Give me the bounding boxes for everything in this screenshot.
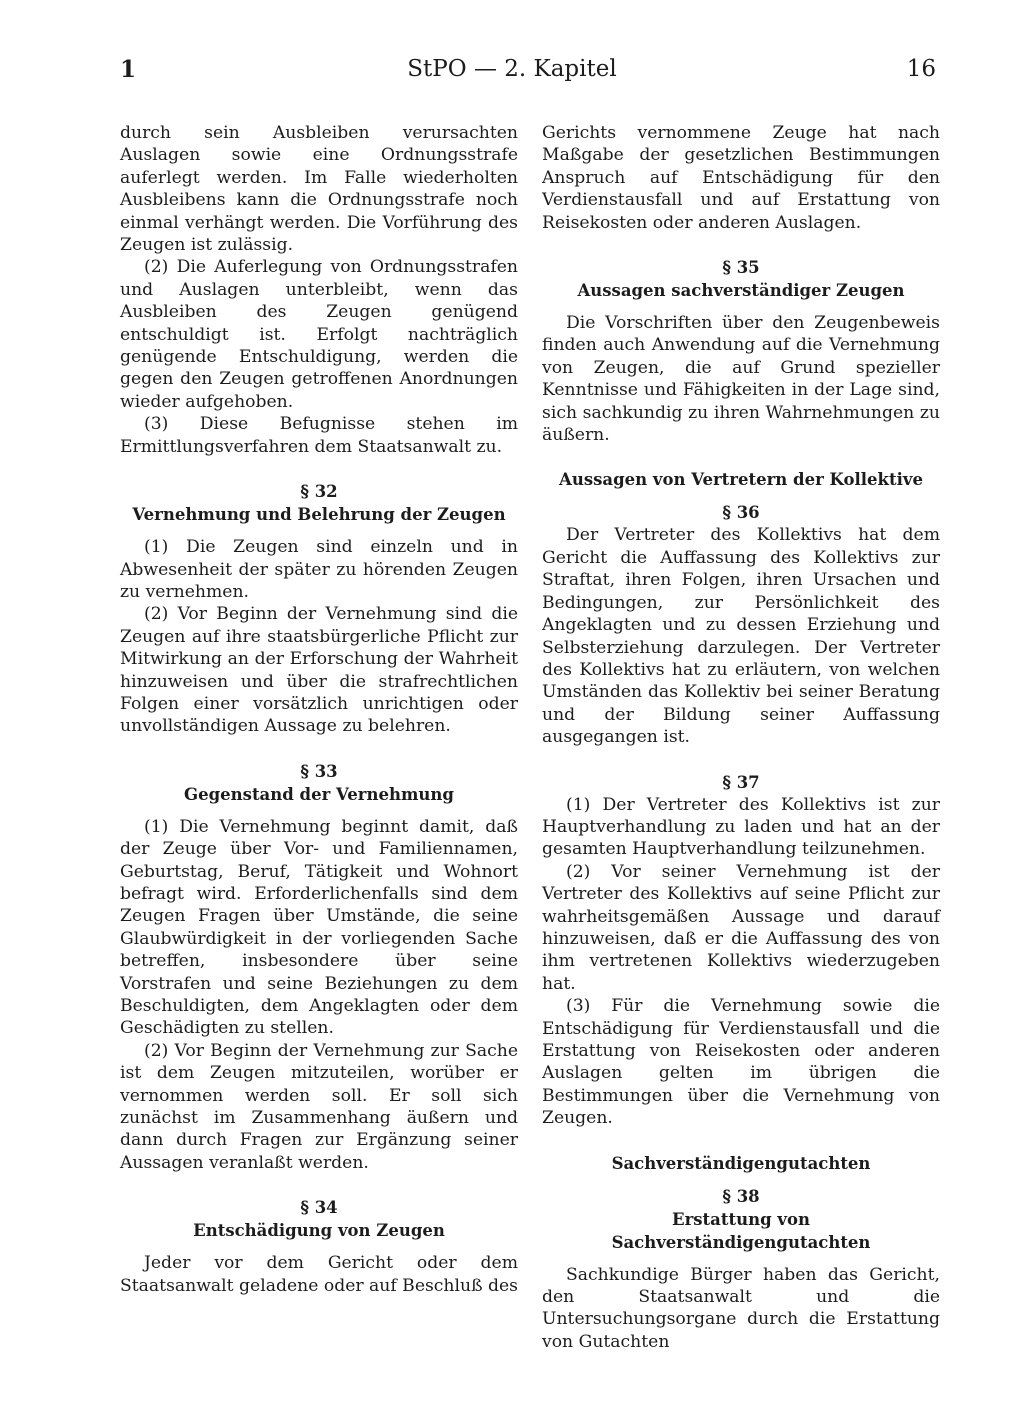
section-number: § 37 (722, 772, 760, 792)
paragraph: Der Vertreter des Kollektivs hat dem Gericht die Auffassung des Kollektivs zur Straftat, ihren Folgen, ihren Ursachen und Bedingungen, zur Persönlichkeit des Angeklagten und zu dessen Erziehung und Selbsterziehung darzulegen. Der Vertreter des Kollektivs hat zu erläutern, von welchen Umständen das Kollektiv bei seiner Beratung und der Bildung seiner Auffassung ausgegangen ist. (542, 525, 940, 748)
section-title: Entschädigung von Zeugen (193, 1221, 445, 1241)
paragraph: Sachkundige Bürger haben das Gericht, den Staatsanwalt und die Untersuchungsorgane durch die Erstattung von Gutachten (542, 1264, 940, 1352)
volume-number: 1 (120, 56, 137, 83)
section-number: § 38 (722, 1186, 760, 1206)
section-number: § 34 (300, 1198, 338, 1218)
section-number: § 35 (722, 258, 760, 278)
paragraph: (2) Vor Beginn der Vernehmung sind die Zeugen auf ihre staatsbürgerliche Pflicht zur Mitwirkung an der Erforschung der Wahrheit hinzuweisen und über die strafrechtlichen Folgen einer vorsätzlich unrichtigen oder unvollständigen Aussage zu belehren. (120, 604, 518, 737)
section-title: Gegenstand der Vernehmung (184, 784, 454, 804)
section-number: § 33 (300, 761, 338, 781)
paragraph: (2) Vor seiner Vernehmung ist der Vertreter des Kollektivs auf seine Pflicht zur wahrheitsgemäßen Aussage und darauf hinzuweisen, daß er die Auffassung des von ihm vertretenen Kollektivs wiederzugeben hat. (542, 861, 940, 994)
group-title: Aussagen von Vertretern der Kollektive (559, 470, 923, 490)
paragraph: (1) Der Vertreter des Kollektivs ist zur Hauptverhandlung zu laden und hat an der gesamten Hauptverhandlung teilzunehmen. (542, 794, 940, 860)
paragraph: (3) Für die Vernehmung sowie die Entschädigung für Verdienstausfall und die Erstattung von Reisekosten oder anderen Auslagen gelten im übrigen die Bestimmungen über die Vernehmung von Zeugen. (542, 996, 940, 1129)
running-title: StPO — 2. Kapitel (407, 56, 617, 82)
paragraph: Die Vorschriften über den Zeugenbeweis finden auch Anwendung auf die Vernehmung von Zeugen, die auf Grund spezieller Kenntnisse und Fähigkeiten in der Lage sind, sich sachkundig zu ihren Wahrnehmungen zu äußern. (542, 313, 940, 446)
paragraph: durch sein Ausbleiben verursachten Auslagen sowie eine Ordnungsstrafe auferlegt werden. Im Falle wiederholten Ausbleibens kann die Ordnungsstrafe noch einmal verhängt werden. Die Vorführung des Zeugen ist zulässig. (120, 123, 518, 256)
paragraph: Gerichts vernommene Zeuge hat nach Maßgabe der gesetzlichen Bestimmungen Anspruch auf Entschädigung für den Verdienstausfall und auf Erstattung von Reisekosten oder anderen Auslagen. (542, 123, 940, 233)
section-title: Erstattung von Sachverständigengutachten (611, 1209, 871, 1252)
page-number: 16 (906, 56, 936, 82)
paragraph: (3) Diese Befugnisse stehen im Ermittlungsverfahren dem Staatsanwalt zu. (120, 414, 518, 457)
section-number: § 36 (722, 503, 760, 523)
paragraph: (1) Die Zeugen sind einzeln und in Abwesenheit der später zu hörenden Zeugen zu vernehmen. (120, 537, 518, 602)
left-column (120, 122, 518, 1297)
group-title: Sachverständigengutachten (611, 1153, 871, 1173)
paragraph: Jeder vor dem Gericht oder dem Staatsanwalt geladene oder auf Beschluß des (120, 1253, 519, 1296)
section-title: Vernehmung und Belehrung der Zeugen (132, 505, 506, 525)
section-title: Aussagen sachverständiger Zeugen (577, 281, 905, 301)
right-column (542, 122, 940, 1353)
paragraph: (2) Vor Beginn der Vernehmung zur Sache ist dem Zeugen mitzuteilen, worüber er vernommen werden soll. Er soll sich zunächst im Zusammenhang äußern und dann durch Fragen zur Ergänzung seiner Aussagen veranlaßt werden. (120, 1040, 518, 1173)
section-number: § 32 (300, 482, 338, 502)
paragraph: (2) Die Auferlegung von Ordnungsstrafen und Auslagen unterbleibt, wenn das Ausbleiben des Zeugen genügend entschuldigt ist. Erfolgt nachträglich genügende Entschuldigung, werden die gegen den Zeugen getroffenen Anordnungen wieder aufgehoben. (120, 257, 518, 412)
paragraph: (1) Die Vernehmung beginnt damit, daß der Zeuge über Vor- und Familiennamen, Geburtstag, Beruf, Tätigkeit und Wohnort befragt wird. Erforderlichenfalls sind dem Zeugen Fragen über Umstände, die seine Glaubwürdigkeit in der vorliegenden Sache betreffen, insbesondere über seine Vorstrafen und seine Beziehungen zu dem Beschuldigten, dem Angeklagten oder dem Geschädigten zu stellen. (120, 816, 518, 1039)
